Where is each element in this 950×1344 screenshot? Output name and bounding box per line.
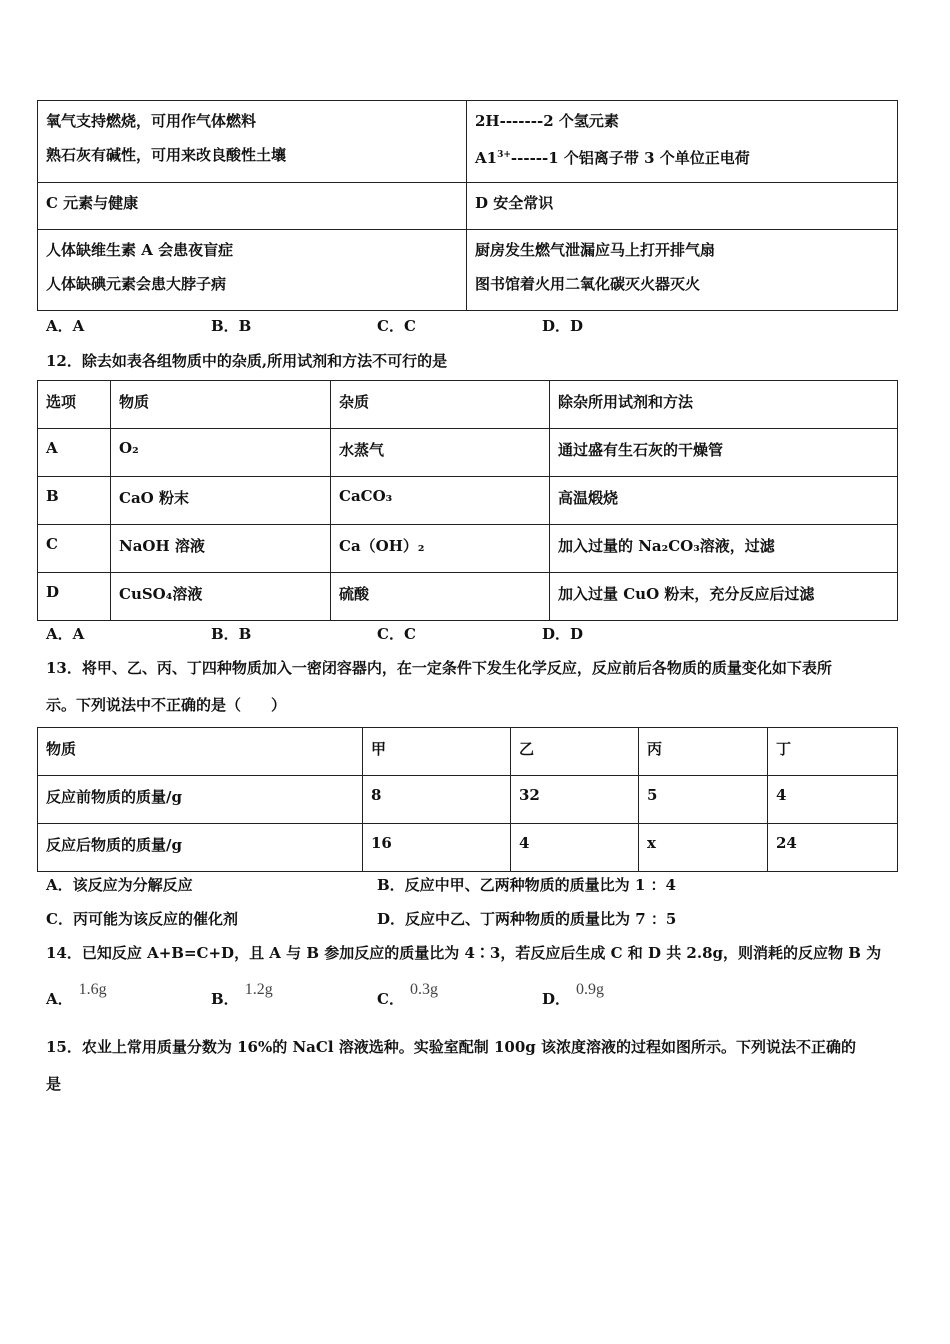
q13-option-c[interactable]: C．丙可能为该反应的催化剂 <box>46 910 238 928</box>
cell: 32 <box>511 776 639 824</box>
table-row <box>38 429 898 477</box>
header-cell: 物质 <box>38 728 363 776</box>
q14-option-c[interactable] <box>377 981 438 1009</box>
q11-option-c[interactable]: C．C <box>377 317 416 335</box>
cell: 高温煅烧 <box>550 477 898 525</box>
q11-cell <box>38 183 467 230</box>
cell: 反应后物质的质量/g <box>38 824 363 872</box>
cell-text: 厨房发生燃气泄漏应马上打开排气扇 <box>475 241 716 259</box>
q11-cell <box>467 230 898 311</box>
q13-option-a[interactable]: A．该反应为分解反应 <box>46 876 193 894</box>
option-label: A． <box>46 990 73 1008</box>
q11-option-b[interactable]: B．B <box>211 317 252 335</box>
q13-option-b[interactable]: B．反应中甲、乙两种物质的质量比为 1 ：4 <box>377 876 676 894</box>
header-cell: 丙 <box>639 728 768 776</box>
cell: 反应前物质的质量/g <box>38 776 363 824</box>
cell: 5 <box>639 776 768 824</box>
q11-option-a[interactable]: A．A <box>46 317 85 335</box>
q13-question-line2: 示。下列说法中不正确的是（ ） <box>46 696 287 714</box>
q14-option-b[interactable] <box>211 981 273 1009</box>
cell-text: 人体缺碘元素会患大脖子病 <box>46 275 227 293</box>
cell-text <box>475 145 889 179</box>
cell: CaCO₃ <box>331 477 550 525</box>
text: ------1 个铝离子带 3 个单位正电荷 <box>510 149 750 167</box>
cell: 8 <box>363 776 511 824</box>
q12-option-c[interactable]: C．C <box>377 625 416 643</box>
cell-text: C 元素与健康 <box>46 194 139 212</box>
cell: O₂ <box>111 429 331 477</box>
header-cell: 甲 <box>363 728 511 776</box>
q11-cell <box>38 101 467 183</box>
q11-cell <box>467 183 898 230</box>
cell: 加入过量 CuO 粉末，充分反应后过滤 <box>550 573 898 621</box>
option-label: C． <box>377 990 404 1008</box>
symbol: A1 <box>475 149 498 167</box>
option-value: 1.2g <box>244 981 273 998</box>
q12-option-b[interactable]: B．B <box>211 625 252 643</box>
cell: x <box>639 824 768 872</box>
header-cell: 杂质 <box>331 381 550 429</box>
cell: A <box>38 429 111 477</box>
q13-table <box>37 727 898 872</box>
q14-option-d[interactable] <box>542 981 605 1009</box>
header-cell: 除杂所用试剂和方法 <box>550 381 898 429</box>
cell: 4 <box>768 776 898 824</box>
option-label: D． <box>542 990 571 1008</box>
cell: C <box>38 525 111 573</box>
cell: 硫酸 <box>331 573 550 621</box>
option-value: 1.6g <box>78 981 107 998</box>
q13-option-d[interactable]: D．反应中乙、丁两种物质的质量比为 7 ：5 <box>377 910 677 928</box>
option-value: 0.9g <box>576 981 605 998</box>
cell-text: 2H-------2 个氢元素 <box>475 112 619 130</box>
cell-text: D 安全常识 <box>475 194 554 212</box>
header-cell: 丁 <box>768 728 898 776</box>
table-row <box>38 525 898 573</box>
q14-question: 14．已知反应 A+B=C+D，且 A 与 B 参加反应的质量比为 4∶3，若反应后生成 C 和 D 共 2.8g，则消耗的反应物 B 为 <box>46 944 882 962</box>
q12-option-d[interactable]: D．D <box>542 625 584 643</box>
q14-option-a[interactable] <box>46 981 107 1009</box>
table-row <box>38 573 898 621</box>
q12-question: 12．除去如表各组物质中的杂质,所用试剂和方法不可行的是 <box>46 352 448 370</box>
cell: 水蒸气 <box>331 429 550 477</box>
cell: 4 <box>511 824 639 872</box>
table-header-row <box>38 728 898 776</box>
table-header-row <box>38 381 898 429</box>
header-cell: 乙 <box>511 728 639 776</box>
q11-table <box>37 100 898 311</box>
cell: 通过盛有生石灰的干燥管 <box>550 429 898 477</box>
cell: D <box>38 573 111 621</box>
cell: CuSO₄溶液 <box>111 573 331 621</box>
q12-table <box>37 380 898 621</box>
q15-question-line1: 15．农业上常用质量分数为 16%的 NaCl 溶液选种。实验室配制 100g 该浓度溶液的过程如图所示。下列说法不正确的 <box>46 1038 856 1056</box>
option-value: 0.3g <box>409 981 438 998</box>
table-row <box>38 824 898 872</box>
cell: 16 <box>363 824 511 872</box>
q11-cell <box>467 101 898 183</box>
cell: 24 <box>768 824 898 872</box>
option-label: B． <box>211 990 239 1008</box>
cell-text: 图书馆着火用二氧化碳灭火器灭火 <box>475 275 701 293</box>
table-row <box>38 477 898 525</box>
cell: CaO 粉末 <box>111 477 331 525</box>
q11-option-d[interactable]: D．D <box>542 317 584 335</box>
cell: NaOH 溶液 <box>111 525 331 573</box>
charge: 3+ <box>497 150 511 160</box>
q13-question-line1: 13．将甲、乙、丙、丁四种物质加入一密闭容器内，在一定条件下发生化学反应，反应前后各物质的质量变化如下表所 <box>46 659 832 677</box>
cell-text: 人体缺维生素 A 会患夜盲症 <box>46 241 234 259</box>
q15-question-line2: 是 <box>46 1075 62 1093</box>
cell-text: 熟石灰有碱性，可用来改良酸性土壤 <box>46 146 287 164</box>
q11-cell <box>38 230 467 311</box>
cell-text: 氧气支持燃烧，可用作气体燃料 <box>46 112 257 130</box>
cell: Ca（OH）₂ <box>331 525 550 573</box>
q12-option-a[interactable]: A．A <box>46 625 85 643</box>
cell: 加入过量的 Na₂CO₃溶液，过滤 <box>550 525 898 573</box>
header-cell: 物质 <box>111 381 331 429</box>
table-row <box>38 776 898 824</box>
cell: B <box>38 477 111 525</box>
header-cell: 选项 <box>38 381 111 429</box>
